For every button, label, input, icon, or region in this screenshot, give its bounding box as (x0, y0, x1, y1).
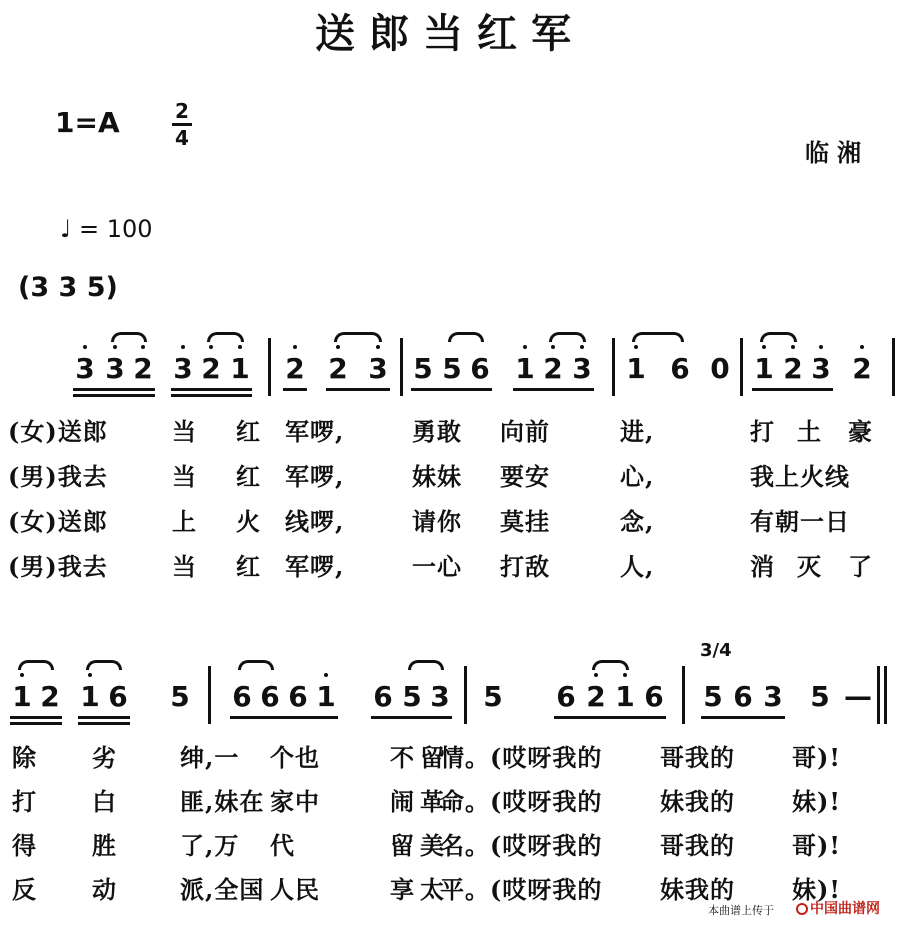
lyric-syllable: 闹 (390, 787, 415, 816)
lyric-syllable: (男)我去 (8, 552, 108, 581)
lyric-syllable: 匪,妹在 (180, 787, 265, 816)
lyric-syllable: 平。(哎呀我的 (440, 875, 603, 904)
beam-underline (73, 394, 155, 397)
lyric-syllable: 妹)! (792, 787, 841, 816)
beam-underline (78, 716, 130, 719)
beam-underline (171, 394, 252, 397)
lyric-syllable: 妹我的 (660, 875, 735, 904)
slur-arc (760, 332, 797, 342)
high-octave-dot (113, 345, 117, 349)
region-label: 临湘 (805, 138, 869, 167)
bar-line (208, 666, 211, 724)
lyric-syllable: 红 (236, 552, 261, 581)
high-octave-dot (88, 673, 92, 677)
lyric-syllable: 享 (390, 875, 415, 904)
high-octave-dot (594, 673, 598, 677)
lyric-syllable: 红 (236, 417, 261, 446)
time-signature-bottom: 4 (175, 126, 189, 150)
lyric-syllable: 一心 (412, 552, 462, 581)
lyric-syllable: 劣 (92, 743, 117, 772)
beam-underline (411, 388, 492, 391)
line2-note: 6 (232, 680, 252, 713)
bar-line (877, 666, 880, 724)
bar-line (884, 666, 887, 724)
high-octave-dot (819, 345, 823, 349)
lyric-syllable: 人民 (270, 875, 320, 904)
upload-credit: 本曲谱上传于 (708, 904, 774, 917)
time-signature-top: 2 (175, 99, 189, 123)
lyric-syllable: 动 (92, 875, 117, 904)
beam-underline (371, 716, 452, 719)
lyric-syllable: 胜 (92, 831, 117, 860)
bar-line (682, 666, 685, 724)
line2-note: 3 (763, 680, 783, 713)
high-octave-dot (791, 345, 795, 349)
lyric-syllable: 除 (12, 743, 37, 772)
lyric-syllable: 军啰, (285, 462, 345, 491)
bar-line (740, 338, 743, 396)
lyric-syllable: 莫挂 (500, 507, 550, 536)
high-octave-dot (209, 345, 213, 349)
lyric-syllable: 打 (12, 787, 37, 816)
high-octave-dot (181, 345, 185, 349)
line1-note: 3 (811, 352, 831, 385)
line2-note: 3 (430, 680, 450, 713)
line1-note: 2 (201, 352, 221, 385)
beam-underline (283, 388, 307, 391)
lyric-syllable: 打敌 (500, 552, 550, 581)
lyric-syllable: 军啰, (285, 552, 345, 581)
lyric-syllable: 了 (848, 552, 873, 581)
lyric-syllable: 革 (420, 787, 445, 816)
high-octave-dot (580, 345, 584, 349)
bar-line (464, 666, 467, 724)
line1-note: 6 (470, 352, 490, 385)
beam-underline (10, 722, 62, 725)
lyric-syllable: 打 (750, 417, 775, 446)
line2-note: 5 (810, 680, 830, 713)
line1-note: 6 (670, 352, 690, 385)
beam-underline (10, 716, 62, 719)
lyric-syllable: (女)送郎 (8, 507, 108, 536)
time-signature-change: 3/4 (700, 640, 732, 661)
slur-arc (111, 332, 147, 342)
page-title: 送郎当红军 (315, 10, 585, 57)
high-octave-dot (293, 345, 297, 349)
line1-note: 3 (105, 352, 125, 385)
line1-note: 1 (754, 352, 774, 385)
line1-note: 0 (710, 352, 730, 385)
slur-arc (408, 660, 444, 670)
lyric-syllable: 当 (172, 417, 197, 446)
line1-note: 1 (626, 352, 646, 385)
line2-note: 1 (615, 680, 635, 713)
bar-line (892, 338, 895, 396)
high-octave-dot (762, 345, 766, 349)
line2-note: 1 (316, 680, 336, 713)
high-octave-dot (238, 345, 242, 349)
lyric-syllable: 哥)! (792, 831, 841, 860)
lyric-syllable: 豪 (848, 417, 873, 446)
lyric-syllable: 情。(哎呀我的 (440, 743, 603, 772)
slur-arc (18, 660, 54, 670)
lyric-syllable: 命。(哎呀我的 (440, 787, 603, 816)
lyric-syllable: 派,全国 (180, 875, 265, 904)
lyric-syllable: 家中 (270, 787, 320, 816)
high-octave-dot (623, 673, 627, 677)
line2-note: — (844, 680, 872, 713)
lyric-syllable: 灭 (797, 552, 822, 581)
lyric-syllable: 火 (236, 507, 261, 536)
line2-note: 6 (644, 680, 664, 713)
lyric-syllable: 留 (420, 743, 445, 772)
high-octave-dot (523, 345, 527, 349)
lyric-syllable: 线啰, (285, 507, 345, 536)
slur-arc (549, 332, 586, 342)
lyric-syllable: 土 (797, 417, 822, 446)
lyric-syllable: 人, (620, 552, 655, 581)
lyric-syllable: 哥)! (792, 743, 841, 772)
lyric-syllable: 心, (620, 462, 655, 491)
line1-note: 1 (230, 352, 250, 385)
tempo-marking: ♩ = 100 (60, 215, 153, 243)
high-octave-dot (336, 345, 340, 349)
bar-line (612, 338, 615, 396)
lyric-syllable: 进, (620, 417, 655, 446)
slur-arc (592, 660, 629, 670)
line2-note: 1 (12, 680, 32, 713)
intro-notes: (3 3 5) (18, 272, 118, 303)
lyric-syllable: 当 (172, 552, 197, 581)
lyric-syllable: 当 (172, 462, 197, 491)
line1-note: 2 (543, 352, 563, 385)
lyric-syllable: 请你 (412, 507, 462, 536)
lyric-syllable: 代 (270, 831, 295, 860)
lyric-syllable: 我上火线 (750, 462, 850, 491)
beam-underline (171, 388, 252, 391)
high-octave-dot (83, 345, 87, 349)
line1-note: 3 (75, 352, 95, 385)
lyric-syllable: 绅,一 (180, 743, 240, 772)
line2-note: 2 (586, 680, 606, 713)
lyric-syllable: 要安 (500, 462, 550, 491)
line1-note: 2 (285, 352, 305, 385)
bar-line (268, 338, 271, 396)
site-logo-icon (796, 903, 808, 915)
lyric-syllable: 了,万 (180, 831, 240, 860)
line1-note: 3 (173, 352, 193, 385)
lyric-syllable: 勇敢 (412, 417, 462, 446)
line2-note: 2 (40, 680, 60, 713)
lyric-syllable: 得 (12, 831, 37, 860)
lyric-syllable: 个也 (270, 743, 320, 772)
lyric-syllable: 消 (750, 552, 775, 581)
line1-note: 2 (852, 352, 872, 385)
beam-underline (230, 716, 338, 719)
lyric-syllable: 念, (620, 507, 655, 536)
lyric-syllable: 太 (420, 875, 445, 904)
slur-arc (632, 332, 684, 342)
lyric-syllable: 有朝一日 (750, 507, 850, 536)
line1-note: 2 (133, 352, 153, 385)
lyric-syllable: 红 (236, 462, 261, 491)
lyric-syllable: (女)送郎 (8, 417, 108, 446)
beam-underline (73, 388, 155, 391)
beam-underline (701, 716, 785, 719)
high-octave-dot (20, 673, 24, 677)
site-watermark (796, 898, 880, 918)
high-octave-dot (551, 345, 555, 349)
line1-note: 2 (328, 352, 348, 385)
line1-note: 2 (783, 352, 803, 385)
key-signature: 1=A (55, 106, 120, 139)
high-octave-dot (860, 345, 864, 349)
line2-note: 5 (170, 680, 190, 713)
high-octave-dot (141, 345, 145, 349)
lyric-syllable: 不 (390, 743, 415, 772)
beam-underline (513, 388, 594, 391)
line2-note: 5 (402, 680, 422, 713)
slur-arc (334, 332, 382, 342)
beam-underline (326, 388, 390, 391)
lyric-syllable: 妹)! (792, 875, 841, 904)
slur-arc (207, 332, 244, 342)
line1-note: 5 (413, 352, 433, 385)
site-name: 中国曲谱网 (810, 901, 880, 917)
beam-underline (78, 722, 130, 725)
lyric-syllable: 名。(哎呀我的 (440, 831, 603, 860)
beam-underline (752, 388, 833, 391)
line1-note: 3 (572, 352, 592, 385)
line2-note: 6 (288, 680, 308, 713)
lyric-syllable: (男)我去 (8, 462, 108, 491)
slur-arc (448, 332, 484, 342)
lyric-syllable: 妹妹 (412, 462, 462, 491)
line2-note: 6 (108, 680, 128, 713)
line2-note: 6 (373, 680, 393, 713)
time-signature (172, 100, 192, 149)
lyric-syllable: 白 (92, 787, 117, 816)
high-octave-dot (324, 673, 328, 677)
line2-note: 6 (556, 680, 576, 713)
high-octave-dot (376, 345, 380, 349)
lyric-syllable: 向前 (500, 417, 550, 446)
lyric-syllable: 上 (172, 507, 197, 536)
line2-note: 5 (703, 680, 723, 713)
line2-note: 6 (733, 680, 753, 713)
lyric-syllable: 美 (420, 831, 445, 860)
line2-note: 1 (80, 680, 100, 713)
line1-note: 1 (515, 352, 535, 385)
slur-arc (238, 660, 274, 670)
lyric-syllable: 妹我的 (660, 787, 735, 816)
beam-underline (554, 716, 666, 719)
lyric-syllable: 哥我的 (660, 831, 735, 860)
lyric-syllable: 哥我的 (660, 743, 735, 772)
line2-note: 5 (483, 680, 503, 713)
bar-line (400, 338, 403, 396)
line1-note: 5 (442, 352, 462, 385)
line1-note: 3 (368, 352, 388, 385)
high-octave-dot (634, 345, 638, 349)
lyric-syllable: 反 (12, 875, 37, 904)
lyric-syllable: 留 (390, 831, 415, 860)
line2-note: 6 (260, 680, 280, 713)
slur-arc (86, 660, 122, 670)
lyric-syllable: 军啰, (285, 417, 345, 446)
